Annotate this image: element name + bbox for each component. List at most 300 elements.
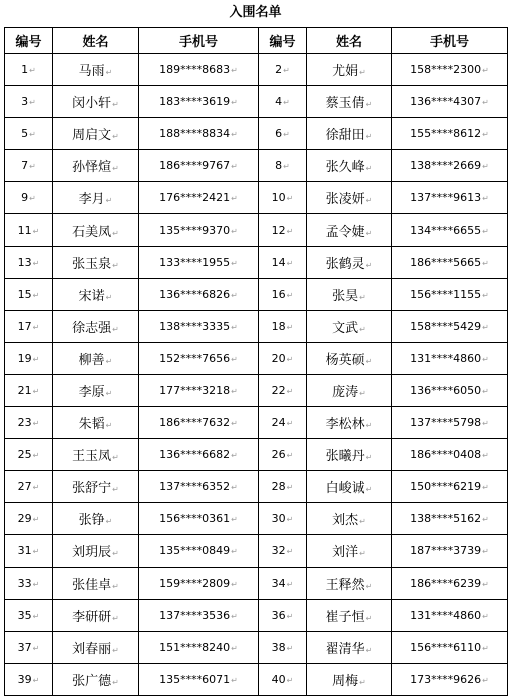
- table-row: [5, 342, 508, 374]
- name-cell-left: [53, 663, 139, 695]
- paragraph-mark-icon: ↵: [286, 611, 294, 621]
- paragraph-mark-icon: ↵: [365, 645, 373, 655]
- number-cell-left: [5, 599, 53, 631]
- number-text: 26: [271, 448, 286, 462]
- phone-cell-right: [392, 599, 508, 631]
- name-cell-right: [307, 54, 392, 86]
- name-cell-right: [307, 118, 392, 150]
- name-text: 李原: [78, 384, 105, 400]
- phone-cell-left: [139, 567, 259, 599]
- phone-cell-right: [392, 374, 508, 406]
- phone-text: 134****6655: [410, 223, 482, 237]
- name-cell-left: [53, 567, 139, 599]
- phone-text: 133****1955: [159, 255, 231, 269]
- phone-text: 152****7656: [159, 351, 231, 365]
- number-cell-left: [5, 214, 53, 246]
- number-cell-right: [259, 663, 307, 695]
- phone-cell-left: [139, 503, 259, 535]
- name-text: 刘春丽: [72, 641, 112, 657]
- phone-text: 137****3536: [159, 608, 231, 622]
- paragraph-mark-icon: ↵: [32, 226, 40, 236]
- number-cell-left: [5, 246, 53, 278]
- paragraph-mark-icon: ↵: [231, 162, 238, 172]
- name-cell-left: [53, 439, 139, 471]
- phone-text: 136****6826: [159, 287, 231, 301]
- phone-cell-right: [392, 182, 508, 214]
- number-cell-left: [5, 503, 53, 535]
- paragraph-mark-icon: ↵: [112, 228, 119, 238]
- number-text: 14: [271, 255, 286, 269]
- paragraph-mark-icon: ↵: [105, 421, 113, 431]
- paragraph-mark-icon: ↵: [286, 290, 294, 300]
- name-text: 王玉凤: [72, 449, 112, 465]
- header-name-right: 姓名: [307, 28, 392, 54]
- paragraph-mark-icon: ↵: [365, 421, 373, 431]
- name-cell-left: [53, 214, 139, 246]
- phone-text: 137****6352: [159, 480, 231, 494]
- number-cell-left: [5, 407, 53, 439]
- number-cell-left: [5, 374, 53, 406]
- name-text: 张广德: [72, 673, 112, 689]
- name-cell-right: [307, 471, 392, 503]
- name-cell-right: [307, 439, 392, 471]
- phone-cell-right: [392, 407, 508, 439]
- paragraph-mark-icon: ↵: [365, 100, 373, 110]
- paragraph-mark-icon: ↵: [365, 453, 373, 463]
- number-cell-left: [5, 439, 53, 471]
- table-row: [5, 86, 508, 118]
- name-text: 石美凤: [72, 224, 112, 240]
- name-cell-right: [307, 535, 392, 567]
- table-row: [5, 182, 508, 214]
- number-cell-left: [5, 631, 53, 663]
- phone-text: 156****1155: [410, 287, 482, 301]
- table-row: [5, 54, 508, 86]
- name-text: 张久峰: [325, 160, 365, 176]
- number-cell-left: [5, 535, 53, 567]
- number-text: 32: [271, 544, 286, 558]
- name-text: 白峻诚: [325, 481, 365, 497]
- paragraph-mark-icon: ↵: [286, 322, 294, 332]
- header-number-right: 编号: [259, 28, 307, 54]
- phone-text: 186****9767: [159, 159, 231, 173]
- paragraph-mark-icon: ↵: [365, 581, 373, 591]
- paragraph-mark-icon: ↵: [32, 258, 40, 268]
- phone-text: 186****5665: [410, 255, 482, 269]
- paragraph-mark-icon: ↵: [112, 453, 119, 463]
- paragraph-mark-icon: ↵: [32, 322, 40, 332]
- name-text: 刘玥辰: [72, 545, 112, 561]
- header-number-left: 编号: [5, 28, 53, 54]
- phone-text: 135****6071: [159, 672, 231, 686]
- number-cell-right: [259, 631, 307, 663]
- phone-cell-left: [139, 407, 259, 439]
- phone-text: 187****3739: [410, 544, 482, 558]
- phone-text: 158****5429: [410, 319, 482, 333]
- paragraph-mark-icon: ↵: [283, 162, 290, 172]
- phone-cell-right: [392, 567, 508, 599]
- number-cell-right: [259, 118, 307, 150]
- name-text: 李月: [78, 192, 105, 208]
- name-text: 崔子恒: [325, 609, 365, 625]
- name-cell-left: [53, 535, 139, 567]
- paragraph-mark-icon: ↵: [29, 98, 36, 108]
- name-text: 李研研: [72, 609, 112, 625]
- phone-cell-left: [139, 631, 259, 663]
- phone-cell-left: [139, 54, 259, 86]
- phone-text: 137****5798: [410, 416, 482, 430]
- phone-text: 173****9626: [410, 672, 482, 686]
- number-cell-right: [259, 599, 307, 631]
- name-text: 张鹤灵: [325, 256, 365, 272]
- paragraph-mark-icon: ↵: [482, 386, 489, 396]
- phone-text: 131****4860: [410, 351, 482, 365]
- number-text: 18: [271, 319, 286, 333]
- number-cell-right: [259, 567, 307, 599]
- paragraph-mark-icon: ↵: [482, 354, 489, 364]
- table-row: [5, 310, 508, 342]
- number-text: 38: [271, 640, 286, 654]
- number-text: 34: [271, 576, 286, 590]
- number-cell-right: [259, 86, 307, 118]
- phone-text: 156****6110: [410, 640, 482, 654]
- table-row: [5, 374, 508, 406]
- name-cell-right: [307, 663, 392, 695]
- phone-text: 188****8834: [159, 127, 231, 141]
- header-name-left: 姓名: [53, 28, 139, 54]
- phone-text: 135****0849: [159, 544, 231, 558]
- number-text: 11: [17, 223, 32, 237]
- phone-text: 158****2300: [410, 63, 482, 77]
- number-cell-left: [5, 150, 53, 182]
- paragraph-mark-icon: ↵: [231, 419, 238, 429]
- paragraph-mark-icon: ↵: [286, 515, 294, 525]
- paragraph-mark-icon: ↵: [286, 226, 294, 236]
- name-text: 杨英硕: [325, 352, 365, 368]
- number-text: 6: [275, 127, 283, 141]
- name-cell-right: [307, 342, 392, 374]
- phone-cell-left: [139, 118, 259, 150]
- paragraph-mark-icon: ↵: [359, 517, 366, 527]
- number-text: 27: [17, 480, 32, 494]
- paragraph-mark-icon: ↵: [32, 419, 40, 429]
- number-text: 9: [21, 191, 29, 205]
- header-phone-left: 手机号: [139, 28, 259, 54]
- paragraph-mark-icon: ↵: [112, 324, 119, 334]
- number-text: 2: [275, 63, 283, 77]
- phone-cell-left: [139, 342, 259, 374]
- paragraph-mark-icon: ↵: [286, 547, 294, 557]
- paragraph-mark-icon: ↵: [32, 354, 40, 364]
- phone-text: 183****3619: [159, 95, 231, 109]
- paragraph-mark-icon: ↵: [365, 228, 373, 238]
- name-cell-left: [53, 374, 139, 406]
- phone-text: 131****4860: [410, 608, 482, 622]
- phone-text: 138****3335: [159, 319, 231, 333]
- paragraph-mark-icon: ↵: [482, 515, 489, 525]
- name-text: 周梅: [332, 673, 359, 689]
- table-row: [5, 214, 508, 246]
- paragraph-mark-icon: ↵: [105, 196, 113, 206]
- name-cell-right: [307, 278, 392, 310]
- phone-cell-right: [392, 503, 508, 535]
- phone-text: 138****5162: [410, 512, 482, 526]
- phone-text: 189****8683: [159, 63, 231, 77]
- number-cell-left: [5, 342, 53, 374]
- number-text: 13: [17, 255, 32, 269]
- table-row: [5, 407, 508, 439]
- name-cell-right: [307, 407, 392, 439]
- paragraph-mark-icon: ↵: [231, 386, 238, 396]
- number-text: 1: [21, 63, 29, 77]
- paragraph-mark-icon: ↵: [112, 100, 119, 110]
- name-text: 柳善: [78, 352, 105, 368]
- table-row: [5, 471, 508, 503]
- phone-text: 137****9613: [410, 191, 482, 205]
- number-text: 8: [275, 159, 283, 173]
- paragraph-mark-icon: ↵: [231, 130, 238, 140]
- number-text: 36: [271, 608, 286, 622]
- phone-cell-left: [139, 535, 259, 567]
- phone-text: 159****2809: [159, 576, 231, 590]
- paragraph-mark-icon: ↵: [365, 613, 373, 623]
- number-cell-left: [5, 310, 53, 342]
- name-cell-right: [307, 567, 392, 599]
- paragraph-mark-icon: ↵: [286, 451, 294, 461]
- number-cell-right: [259, 182, 307, 214]
- number-cell-right: [259, 278, 307, 310]
- paragraph-mark-icon: ↵: [231, 290, 238, 300]
- paragraph-mark-icon: ↵: [231, 226, 238, 236]
- name-cell-right: [307, 631, 392, 663]
- paragraph-mark-icon: ↵: [286, 354, 294, 364]
- paragraph-mark-icon: ↵: [105, 68, 113, 78]
- name-text: 李松林: [325, 417, 365, 433]
- name-text: 张曦丹: [325, 449, 365, 465]
- number-cell-left: [5, 471, 53, 503]
- paragraph-mark-icon: ↵: [32, 290, 40, 300]
- number-text: 30: [271, 512, 286, 526]
- phone-cell-right: [392, 214, 508, 246]
- table-row: [5, 278, 508, 310]
- name-text: 孟令婕: [325, 224, 365, 240]
- name-cell-right: [307, 310, 392, 342]
- paragraph-mark-icon: ↵: [32, 675, 40, 685]
- paragraph-mark-icon: ↵: [231, 579, 238, 589]
- number-cell-left: [5, 182, 53, 214]
- paragraph-mark-icon: ↵: [105, 388, 113, 398]
- number-text: 16: [271, 287, 286, 301]
- phone-cell-right: [392, 150, 508, 182]
- name-text: 朱韬: [78, 417, 105, 433]
- number-text: 37: [17, 640, 32, 654]
- paragraph-mark-icon: ↵: [32, 386, 40, 396]
- paragraph-mark-icon: ↵: [286, 194, 294, 204]
- paragraph-mark-icon: ↵: [286, 483, 294, 493]
- paragraph-mark-icon: ↵: [231, 451, 238, 461]
- paragraph-mark-icon: ↵: [231, 66, 238, 76]
- number-cell-right: [259, 310, 307, 342]
- phone-cell-right: [392, 86, 508, 118]
- name-cell-left: [53, 278, 139, 310]
- table-row: [5, 599, 508, 631]
- name-text: 王释然: [325, 577, 365, 593]
- paragraph-mark-icon: ↵: [286, 258, 294, 268]
- table-row: [5, 439, 508, 471]
- number-text: 5: [21, 127, 29, 141]
- table-row: [5, 150, 508, 182]
- roster-body: [5, 54, 508, 696]
- paragraph-mark-icon: ↵: [112, 260, 119, 270]
- name-text: 徐志强: [72, 320, 112, 336]
- paragraph-mark-icon: ↵: [29, 66, 36, 76]
- name-cell-left: [53, 503, 139, 535]
- paragraph-mark-icon: ↵: [32, 579, 40, 589]
- number-text: 23: [17, 416, 32, 430]
- paragraph-mark-icon: ↵: [286, 579, 294, 589]
- paragraph-mark-icon: ↵: [482, 451, 489, 461]
- paragraph-mark-icon: ↵: [231, 354, 238, 364]
- phone-cell-left: [139, 182, 259, 214]
- name-cell-left: [53, 246, 139, 278]
- paragraph-mark-icon: ↵: [32, 643, 40, 653]
- phone-text: 177****3218: [159, 383, 231, 397]
- paragraph-mark-icon: ↵: [112, 549, 119, 559]
- phone-cell-left: [139, 278, 259, 310]
- paragraph-mark-icon: ↵: [231, 483, 238, 493]
- number-text: 35: [17, 608, 32, 622]
- name-text: 闵小轩: [72, 96, 112, 112]
- name-text: 张昊: [332, 288, 359, 304]
- phone-text: 186****7632: [159, 416, 231, 430]
- phone-cell-left: [139, 150, 259, 182]
- name-text: 孙怿煊: [72, 160, 112, 176]
- number-text: 22: [271, 383, 286, 397]
- number-text: 33: [17, 576, 32, 590]
- number-text: 24: [271, 416, 286, 430]
- phone-cell-right: [392, 118, 508, 150]
- name-text: 翟清华: [325, 641, 365, 657]
- phone-text: 151****8240: [159, 640, 231, 654]
- phone-cell-right: [392, 342, 508, 374]
- paragraph-mark-icon: ↵: [359, 549, 366, 559]
- number-cell-right: [259, 342, 307, 374]
- number-text: 10: [271, 191, 286, 205]
- phone-text: 186****6239: [410, 576, 482, 590]
- phone-text: 136****6682: [159, 448, 231, 462]
- number-cell-left: [5, 567, 53, 599]
- table-row: [5, 246, 508, 278]
- name-cell-left: [53, 150, 139, 182]
- phone-cell-left: [139, 310, 259, 342]
- paragraph-mark-icon: ↵: [231, 258, 238, 268]
- number-text: 19: [17, 351, 32, 365]
- paragraph-mark-icon: ↵: [231, 194, 238, 204]
- paragraph-mark-icon: ↵: [286, 643, 294, 653]
- paragraph-mark-icon: ↵: [112, 645, 119, 655]
- name-cell-right: [307, 599, 392, 631]
- number-text: 21: [17, 383, 32, 397]
- paragraph-mark-icon: ↵: [482, 290, 489, 300]
- paragraph-mark-icon: ↵: [359, 292, 366, 302]
- name-cell-left: [53, 54, 139, 86]
- name-cell-left: [53, 471, 139, 503]
- paragraph-mark-icon: ↵: [231, 322, 238, 332]
- roster-table: [4, 27, 508, 696]
- name-cell-right: [307, 182, 392, 214]
- number-text: 20: [271, 351, 286, 365]
- name-cell-left: [53, 631, 139, 663]
- table-row: [5, 503, 508, 535]
- phone-text: 156****0361: [159, 512, 231, 526]
- paragraph-mark-icon: ↵: [482, 258, 489, 268]
- phone-cell-left: [139, 439, 259, 471]
- paragraph-mark-icon: ↵: [105, 292, 113, 302]
- paragraph-mark-icon: ↵: [482, 130, 489, 140]
- paragraph-mark-icon: ↵: [286, 675, 294, 685]
- name-cell-left: [53, 86, 139, 118]
- phone-cell-right: [392, 310, 508, 342]
- number-cell-right: [259, 471, 307, 503]
- name-text: 张玉泉: [72, 256, 112, 272]
- phone-cell-right: [392, 246, 508, 278]
- phone-cell-left: [139, 663, 259, 695]
- paragraph-mark-icon: ↵: [283, 130, 290, 140]
- name-cell-left: [53, 118, 139, 150]
- phone-text: 186****0408: [410, 448, 482, 462]
- name-cell-right: [307, 503, 392, 535]
- name-text: 马雨: [78, 64, 105, 80]
- number-cell-left: [5, 278, 53, 310]
- number-text: 28: [271, 480, 286, 494]
- paragraph-mark-icon: ↵: [32, 515, 40, 525]
- number-cell-right: [259, 246, 307, 278]
- paragraph-mark-icon: ↵: [32, 451, 40, 461]
- table-row: [5, 663, 508, 695]
- paragraph-mark-icon: ↵: [482, 194, 489, 204]
- number-text: 4: [275, 95, 283, 109]
- phone-cell-right: [392, 535, 508, 567]
- name-cell-right: [307, 214, 392, 246]
- number-text: 39: [17, 672, 32, 686]
- paragraph-mark-icon: ↵: [286, 386, 294, 396]
- phone-cell-right: [392, 278, 508, 310]
- number-text: 7: [21, 159, 29, 173]
- name-text: 宋诺: [78, 288, 105, 304]
- paragraph-mark-icon: ↵: [32, 483, 40, 493]
- header-row: [5, 28, 508, 54]
- paragraph-mark-icon: ↵: [359, 388, 366, 398]
- paragraph-mark-icon: ↵: [112, 164, 119, 174]
- name-text: 蔡玉倩: [325, 96, 365, 112]
- paragraph-mark-icon: ↵: [359, 68, 366, 78]
- paragraph-mark-icon: ↵: [482, 611, 489, 621]
- phone-cell-left: [139, 214, 259, 246]
- number-cell-right: [259, 535, 307, 567]
- number-text: 40: [271, 672, 286, 686]
- table-row: [5, 631, 508, 663]
- name-cell-left: [53, 182, 139, 214]
- paragraph-mark-icon: ↵: [365, 164, 373, 174]
- number-text: 3: [21, 95, 29, 109]
- paragraph-mark-icon: ↵: [29, 162, 36, 172]
- name-text: 尤娟: [332, 64, 359, 80]
- phone-cell-left: [139, 599, 259, 631]
- table-row: [5, 118, 508, 150]
- table-row: [5, 567, 508, 599]
- paragraph-mark-icon: ↵: [482, 675, 489, 685]
- name-text: 张铮: [78, 513, 105, 529]
